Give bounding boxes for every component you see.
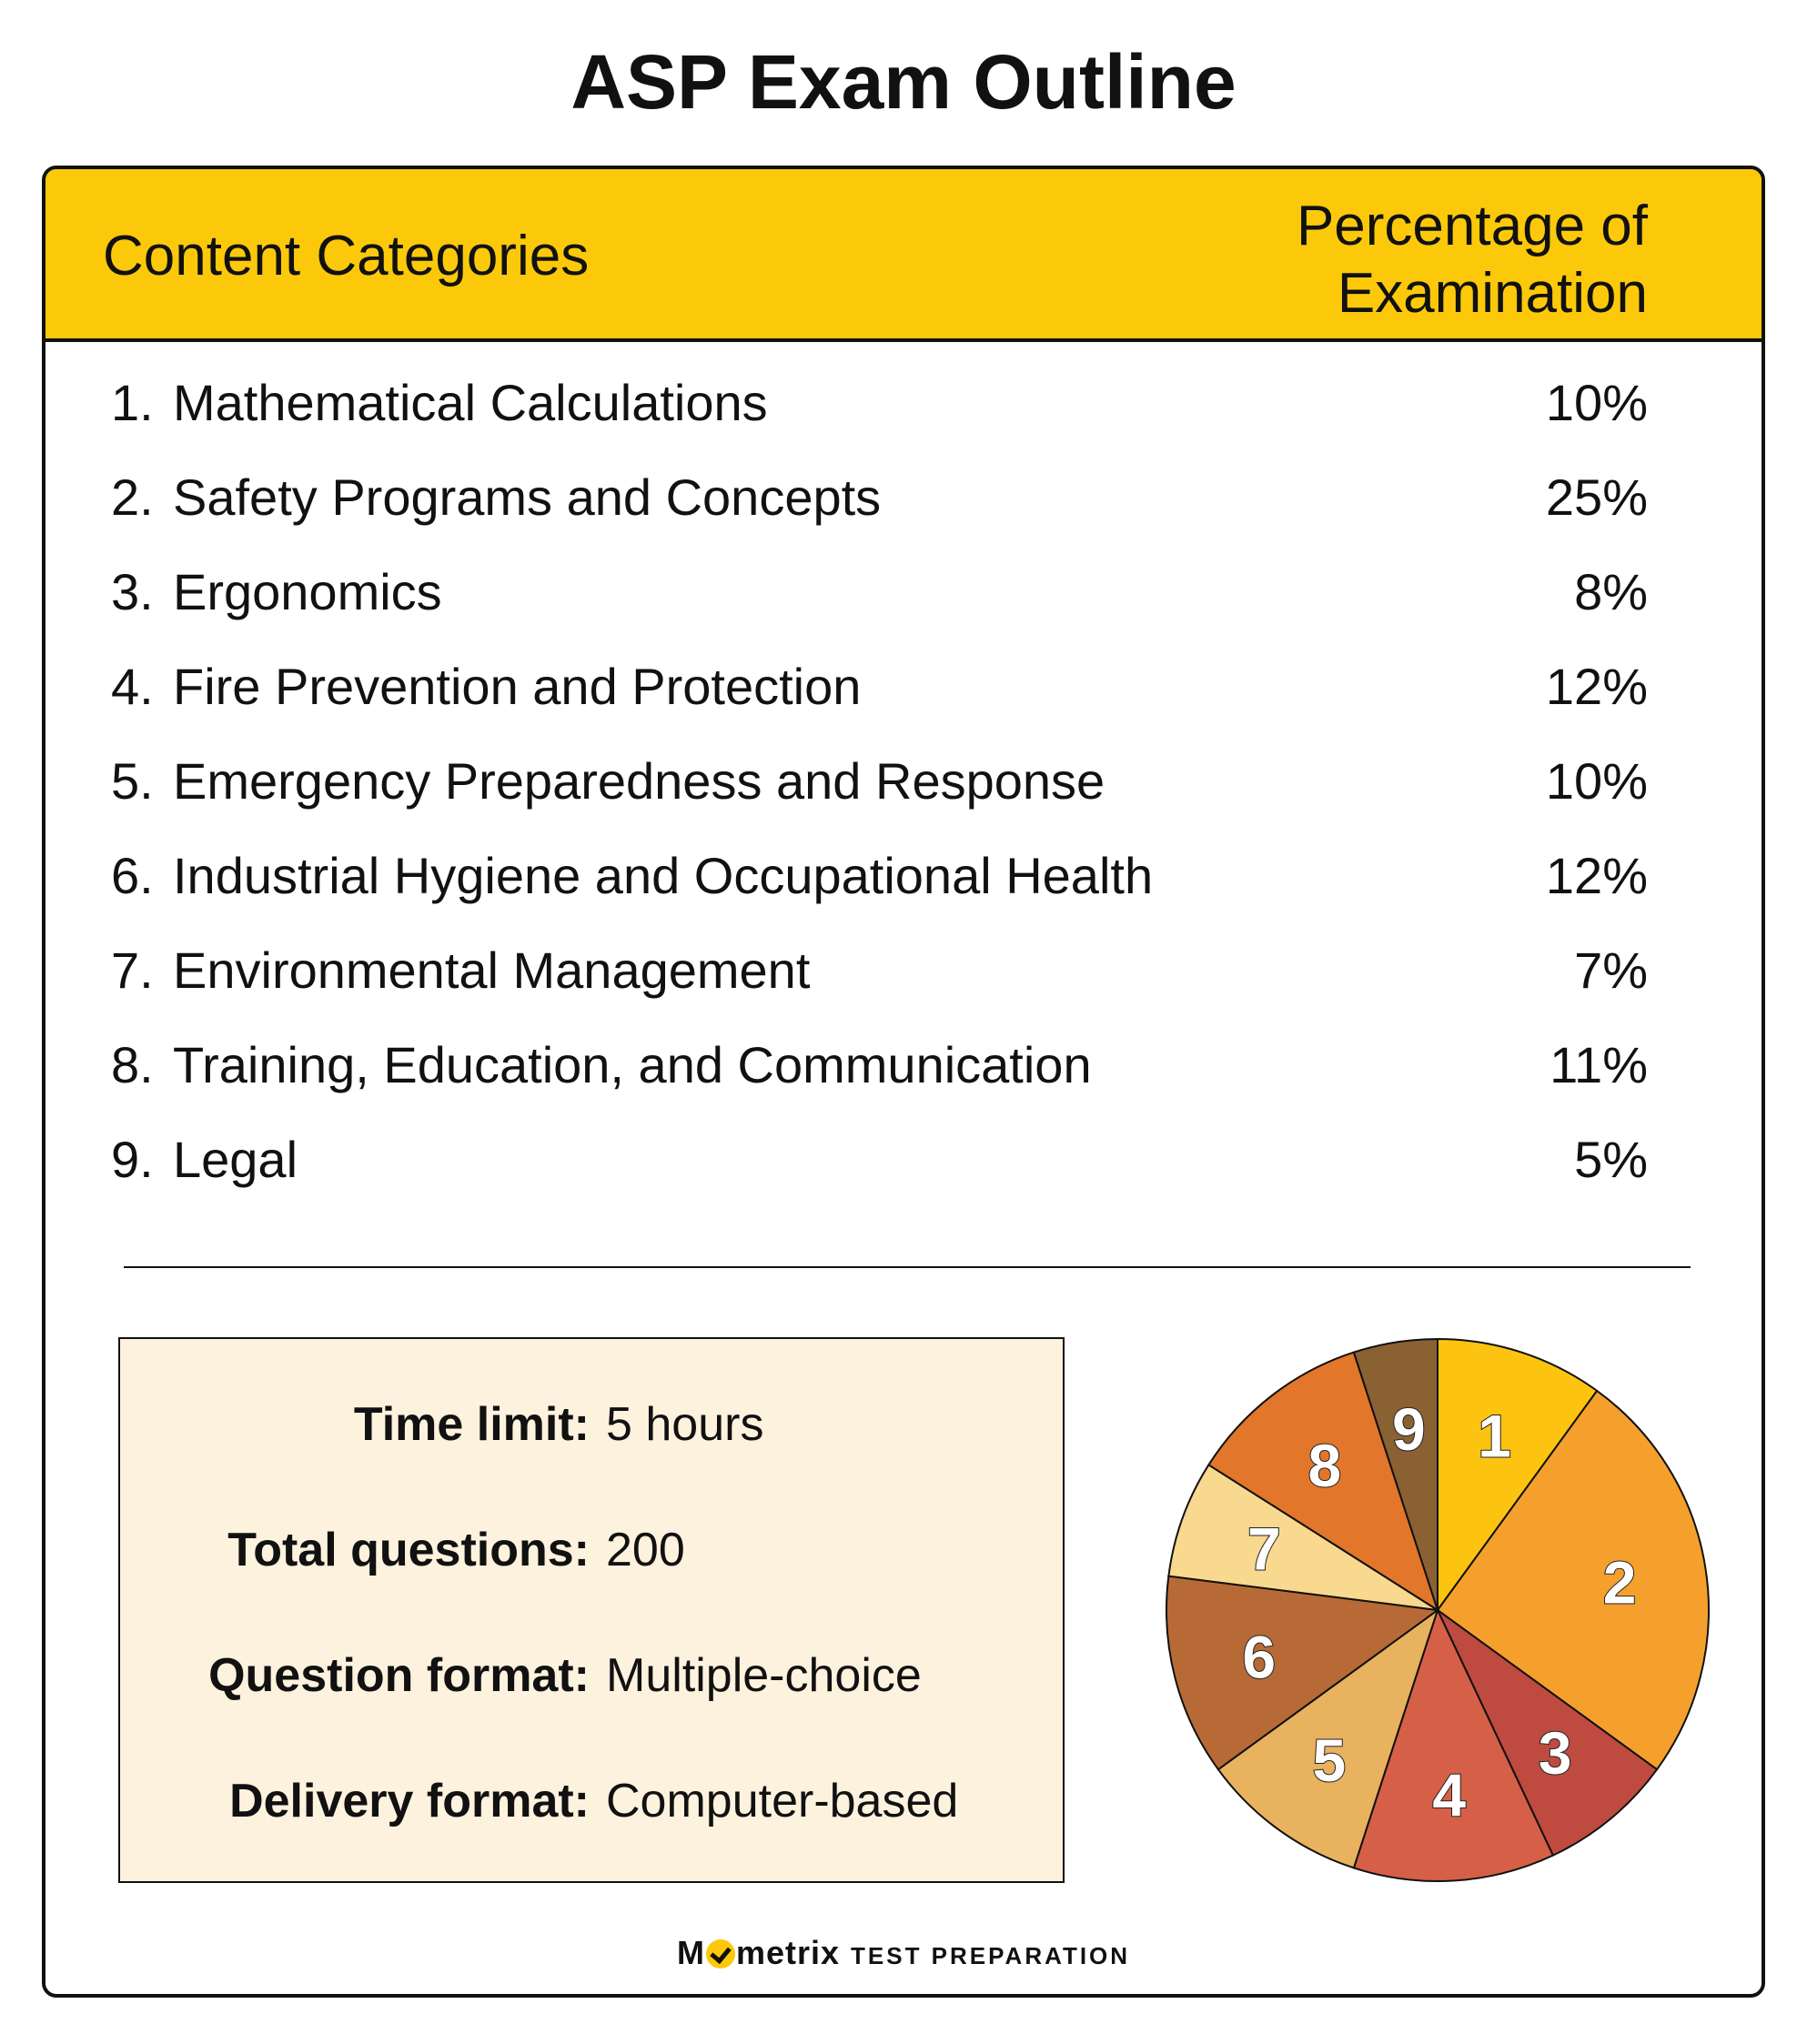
category-number: 2. <box>111 468 154 526</box>
category-label: Legal <box>173 1131 298 1188</box>
category-number: 3. <box>111 563 154 620</box>
info-row <box>120 1648 1063 1721</box>
table-row <box>45 846 1762 941</box>
pie-label-3: 3 <box>1538 1719 1572 1787</box>
pie-label-4: 4 <box>1432 1761 1467 1829</box>
category-number: 6. <box>111 847 154 904</box>
category-label: Fire Prevention and Protection <box>173 658 862 715</box>
page-title: ASP Exam Outline <box>570 39 1237 125</box>
info-row <box>120 1397 1063 1470</box>
category-percentage: 11% <box>1550 1036 1648 1093</box>
table-row <box>45 1130 1762 1224</box>
exam-info-box <box>118 1337 1065 1883</box>
pie-label-9: 9 <box>1391 1395 1426 1463</box>
category-pie-chart <box>1156 1328 1720 1892</box>
info-value: 5 hours <box>606 1398 764 1451</box>
category-percentage: 7% <box>1574 941 1648 999</box>
header-percentage-line1: Percentage of <box>1296 195 1648 257</box>
table-row <box>45 657 1762 751</box>
table-row <box>45 468 1762 562</box>
table-header <box>45 169 1762 342</box>
header-content-categories: Content Categories <box>103 225 590 287</box>
pie-label-1: 1 <box>1478 1402 1511 1470</box>
info-row <box>120 1523 1063 1596</box>
pie-label-2: 2 <box>1602 1548 1637 1616</box>
category-percentage: 10% <box>1545 752 1648 810</box>
pie-label-6: 6 <box>1242 1623 1277 1691</box>
category-number: 4. <box>111 658 154 715</box>
category-percentage: 5% <box>1574 1131 1648 1188</box>
category-number: 8. <box>111 1036 154 1093</box>
info-key: Delivery format: <box>229 1775 590 1828</box>
category-percentage: 12% <box>1545 847 1648 904</box>
logo-brand: M metrix <box>676 1934 840 1971</box>
category-label: Training, Education, and Communication <box>173 1036 1092 1093</box>
info-key: Question format: <box>208 1649 590 1702</box>
info-key: Time limit: <box>353 1398 590 1451</box>
category-number: 7. <box>111 941 154 999</box>
category-percentage: 10% <box>1545 374 1648 431</box>
pie-label-7: 7 <box>1247 1515 1281 1583</box>
category-label: Industrial Hygiene and Occupational Health <box>173 847 1154 904</box>
table-row <box>45 1035 1762 1130</box>
pie-label-8: 8 <box>1307 1431 1342 1499</box>
logo-tagline: TEST PREPARATION <box>851 1942 1131 1969</box>
info-value: Multiple-choice <box>606 1649 922 1702</box>
category-label: Emergency Preparedness and Response <box>173 752 1105 810</box>
exam-outline-card <box>42 166 1765 1998</box>
category-label: Mathematical Calculations <box>173 374 768 431</box>
info-key: Total questions: <box>227 1524 590 1576</box>
category-label: Environmental Management <box>173 941 811 999</box>
table-row <box>45 941 1762 1035</box>
category-number: 5. <box>111 752 154 810</box>
table-row <box>45 751 1762 846</box>
category-label: Safety Programs and Concepts <box>173 468 882 526</box>
header-percentage <box>1175 193 1648 327</box>
info-value: Computer-based <box>606 1775 959 1828</box>
header-percentage-line2: Examination <box>1337 262 1648 325</box>
mometrix-logo <box>45 1934 1762 1972</box>
divider <box>124 1266 1691 1268</box>
category-percentage: 25% <box>1545 468 1648 526</box>
pie-label-5: 5 <box>1312 1726 1347 1794</box>
category-number: 1. <box>111 374 154 431</box>
info-row <box>120 1774 1063 1847</box>
category-percentage: 12% <box>1545 658 1648 715</box>
info-value: 200 <box>606 1524 685 1576</box>
category-label: Ergonomics <box>173 563 442 620</box>
category-number: 9. <box>111 1131 154 1188</box>
category-percentage: 8% <box>1574 563 1648 620</box>
check-icon <box>706 1939 735 1968</box>
table-row <box>45 562 1762 657</box>
table-row <box>45 373 1762 468</box>
